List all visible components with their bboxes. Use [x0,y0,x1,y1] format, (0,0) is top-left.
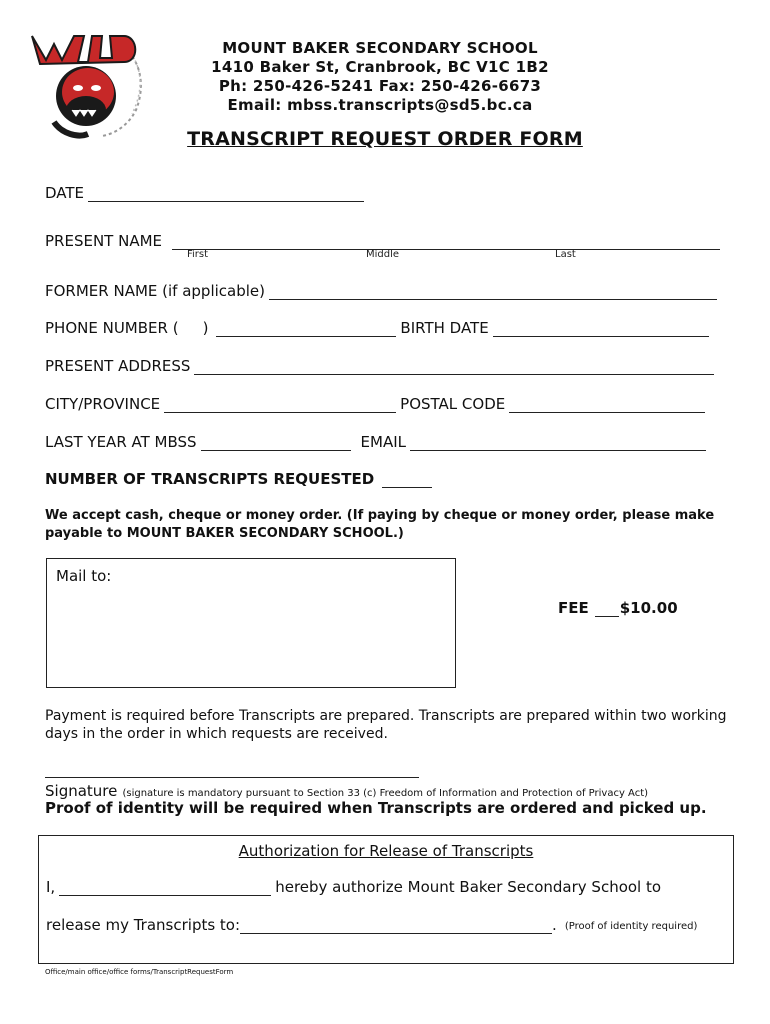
proof-of-identity-note: Proof of identity will be required when Transcripts are ordered and picked up. [45,799,707,817]
former-name-row [45,282,721,300]
transcripts-count-row [45,470,436,488]
school-logo [28,30,150,140]
release-to-field[interactable] [240,919,552,934]
first-name-caption: First [187,249,209,260]
birth-date-label: BIRTH DATE [400,319,489,337]
footer-path: Office/main office/office forms/TranscriptRequestForm [45,968,234,976]
present-address-field[interactable] [194,360,714,375]
phone-paren-close: ) [202,319,209,337]
authorization-box [38,835,734,964]
date-row [45,184,368,202]
transcripts-count-field[interactable] [382,473,432,488]
authorization-name-field[interactable] [59,881,271,896]
release-period: . [552,916,557,934]
email-label: EMAIL [360,433,407,451]
phone-row [45,319,713,337]
former-name-label: FORMER NAME (if applicable) [45,282,265,300]
last-year-label: LAST YEAR AT MBSS [45,433,197,451]
present-name-field[interactable] [172,235,720,250]
release-to-label: release my Transcripts to: [46,916,241,934]
city-province-label: CITY/PROVINCE [45,395,161,413]
school-name: MOUNT BAKER SECONDARY SCHOOL [222,39,538,57]
signature-row [45,781,648,800]
fee-value: $10.00 [619,599,678,617]
present-name-label: PRESENT NAME [45,232,162,250]
authorization-i-label: I, [46,878,56,896]
present-address-label: PRESENT ADDRESS [45,357,191,375]
signature-note: (signature is mandatory pursuant to Section 33 (c) Freedom of Information and Protection of Privacy Act) [122,788,649,799]
authorization-title: Authorization for Release of Transcripts [238,842,534,860]
phone-field[interactable] [216,322,396,337]
school-email: Email: mbss.transcripts@sd5.bc.ca [227,96,533,114]
fee-line [595,602,619,617]
authorization-statement: hereby authorize Mount Baker Secondary School to [275,878,662,896]
school-phone: Ph: 250-426-5241 Fax: 250-426-6673 [218,77,542,95]
email-field[interactable] [410,436,706,451]
date-label: DATE [45,184,85,202]
address-row [45,357,718,375]
former-name-field[interactable] [269,285,717,300]
last-name-caption: Last [555,249,576,260]
authorization-proof-note: (Proof of identity required) [564,921,698,932]
present-name-row [45,232,724,250]
last-year-field[interactable] [201,436,351,451]
birth-date-field[interactable] [493,322,709,337]
fee-row [558,599,678,617]
city-row [45,395,709,413]
school-address: 1410 Baker St, Cranbrook, BC V1C 1B2 [211,58,549,76]
authorization-line-2 [46,916,697,934]
wild-mascot-icon [28,30,150,140]
payment-note: We accept cash, cheque or money order. (If paying by cheque or money order, please make payable to MOUNT BAKER SECONDARY SCHOOL.) [45,508,715,541]
mail-to-box[interactable] [46,558,456,688]
signature-label: Signature [45,782,118,800]
postal-code-label: POSTAL CODE [400,395,506,413]
signature-field[interactable] [45,763,419,778]
city-province-field[interactable] [164,398,396,413]
transcripts-count-label: NUMBER OF TRANSCRIPTS REQUESTED [45,470,375,488]
authorization-line-1 [46,878,661,896]
form-title: TRANSCRIPT REQUEST ORDER FORM [187,128,583,150]
mail-to-label: Mail to: [56,567,112,585]
postal-code-field[interactable] [509,398,705,413]
phone-label: PHONE NUMBER ( [45,319,179,337]
fee-label: FEE [558,599,589,617]
last-year-row [45,433,710,451]
preparation-note: Payment is required before Transcripts are prepared. Transcripts are prepared within two working days in the order in which requests are received. [45,708,727,742]
middle-name-caption: Middle [366,249,400,260]
date-field[interactable] [88,187,364,202]
